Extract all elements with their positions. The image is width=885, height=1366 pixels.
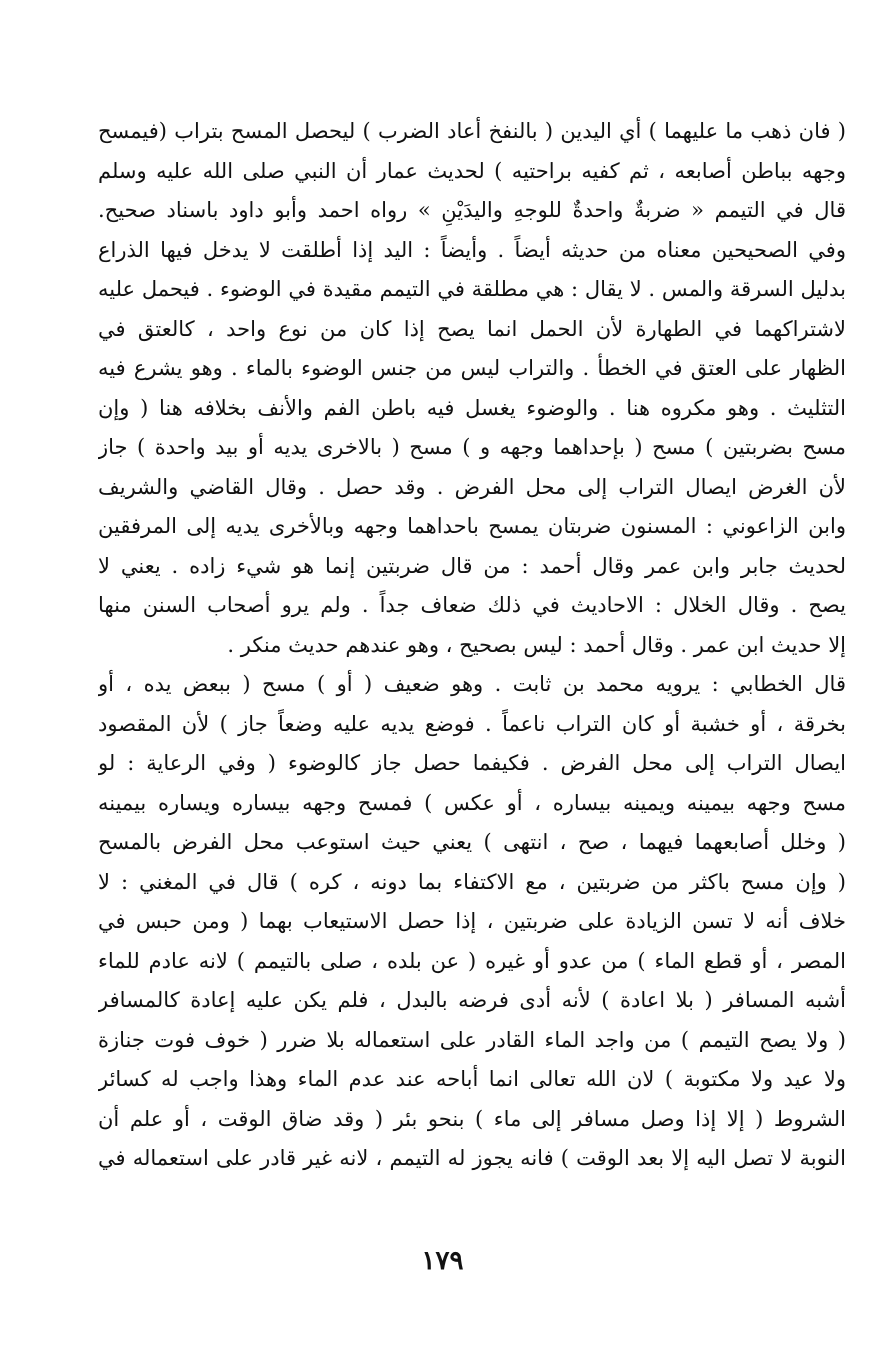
text-line: قال في التيمم « ضربةٌ واحدةٌ للوجهِ واليدَيْنِ » رواه احمد وأبو داود باسناد صحيح.: [98, 198, 846, 222]
text-line: وجهه بباطن أصابعه ، ثم كفيه براحتيه ) لحديث عمار أن النبي صلى الله عليه وسلم: [98, 158, 846, 183]
text-line: مسح بضربتين ) مسح ( بإحداهما وجهه و ) مسح ( بالاخرى يديه أو بيد واحدة ) جاز: [98, 435, 846, 459]
text-line: ولا عيد ولا مكتوبة ) لان الله تعالى انما أباحه عند عدم الماء وهذا واجب له كسائر: [98, 1067, 846, 1091]
text-line: لاشتراكهما في الطهارة لأن الحمل انما يصح إذا كان من نوع واحد ، كالعتق في: [98, 316, 846, 341]
text-line: مسح وجهه بيمينه ويمينه بيساره ، أو عكس ) فمسح وجهه بيساره ويساره بيمينه: [98, 790, 846, 815]
text-line: ( وخلل أصابعهما فيهما ، صح ، انتهى ) يعني حيث استوعب محل الفرض بالمسح: [98, 830, 846, 854]
text-line: وفي الصحيحين معناه من حديثه أيضاً . وأيضاً : اليد إذا أطلقت لا يدخل فيها الذراع: [98, 237, 846, 262]
text-line: ( فان ذهب ما عليهما ) أي اليدين ( بالنفخ أعاد الضرب ) ليحصل المسح بتراب (فيمسح: [98, 119, 846, 143]
text-line: بدليل السرقة والمس . لا يقال : هي مطلقة في التيمم مقيدة في الوضوء . فيحمل عليه: [98, 277, 846, 301]
arabic-text-body: [98, 112, 846, 1179]
page-number: ١٧٩: [421, 1246, 464, 1276]
text-line: النوبة لا تصل اليه إلا بعد الوقت ) فانه يجوز له التيمم ، لانه غير قادر على استعماله في: [98, 1146, 846, 1170]
text-line: لأن الغرض ايصال التراب إلى محل الفرض . وقد حصل . وقال القاضي والشريف: [98, 474, 846, 499]
text-line: المصر ، أو قطع الماء ) من عدو أو غيره ( عن بلده ، صلى بالتيمم ) لانه عادم للماء: [98, 948, 846, 973]
text-line: الظهار على العتق في الخطأ . والتراب ليس من جنس الوضوء بالماء . وهو يشرع فيه: [98, 356, 846, 380]
text-line: يصح . وقال الخلال : الاحاديث في ذلك ضعاف جداً . ولم يرو أصحاب السنن منها: [98, 593, 846, 617]
text-line: خلاف أنه لا تسن الزيادة على ضربتين ، إذا حصل الاستيعاب بهما ( ومن حبس في: [98, 909, 846, 933]
text-line: قال الخطابي : يرويه محمد بن ثابت . وهو ضعيف ( أو ) مسح ( ببعض يده ، أو: [98, 672, 846, 696]
text-line: ( وإن مسح باكثر من ضربتين ، مع الاكتفاء بما دونه ، كره ) قال في المغني : لا: [98, 869, 846, 894]
text-line: بخرقة ، أو خشبة أو كان التراب ناعماً . فوضع يديه عليه وضعاً جاز ) لأن المقصود: [98, 711, 846, 736]
text-line: لحديث جابر وابن عمر وقال أحمد : من قال ضربتين إنما هو شيء زاده . يعني لا: [98, 553, 846, 578]
text-line: وابن الزاعوني : المسنون ضربتان يمسح باحداهما وجهه وبالأخرى يديه إلى المرفقين: [98, 514, 846, 538]
text-line: الشروط ( إلا إذا وصل مسافر إلى ماء ) بنحو بئر ( وقد ضاق الوقت ، أو علم أن: [98, 1106, 846, 1131]
text-line: إلا حديث ابن عمر . وقال أحمد : ليس بصحيح ، وهو عندهم حديث منكر .: [227, 632, 846, 657]
text-line: التثليث . وهو مكروه هنا . والوضوء يغسل فيه باطن الفم والأنف بخلافه هنا ( وإن: [98, 395, 846, 420]
text-line: أشبه المسافر ( بلا اعادة ) لأنه أدى فرضه بالبدل ، فلم يكن عليه إعادة كالمسافر: [98, 988, 846, 1012]
text-line: ايصال التراب إلى محل الفرض . فكيفما حصل جاز كالوضوء ( وفي الرعاية : لو: [98, 751, 846, 775]
text-line: ( ولا يصح التيمم ) من واجد الماء القادر على استعماله بلا ضرر ( خوف فوت جنازة: [98, 1027, 846, 1052]
